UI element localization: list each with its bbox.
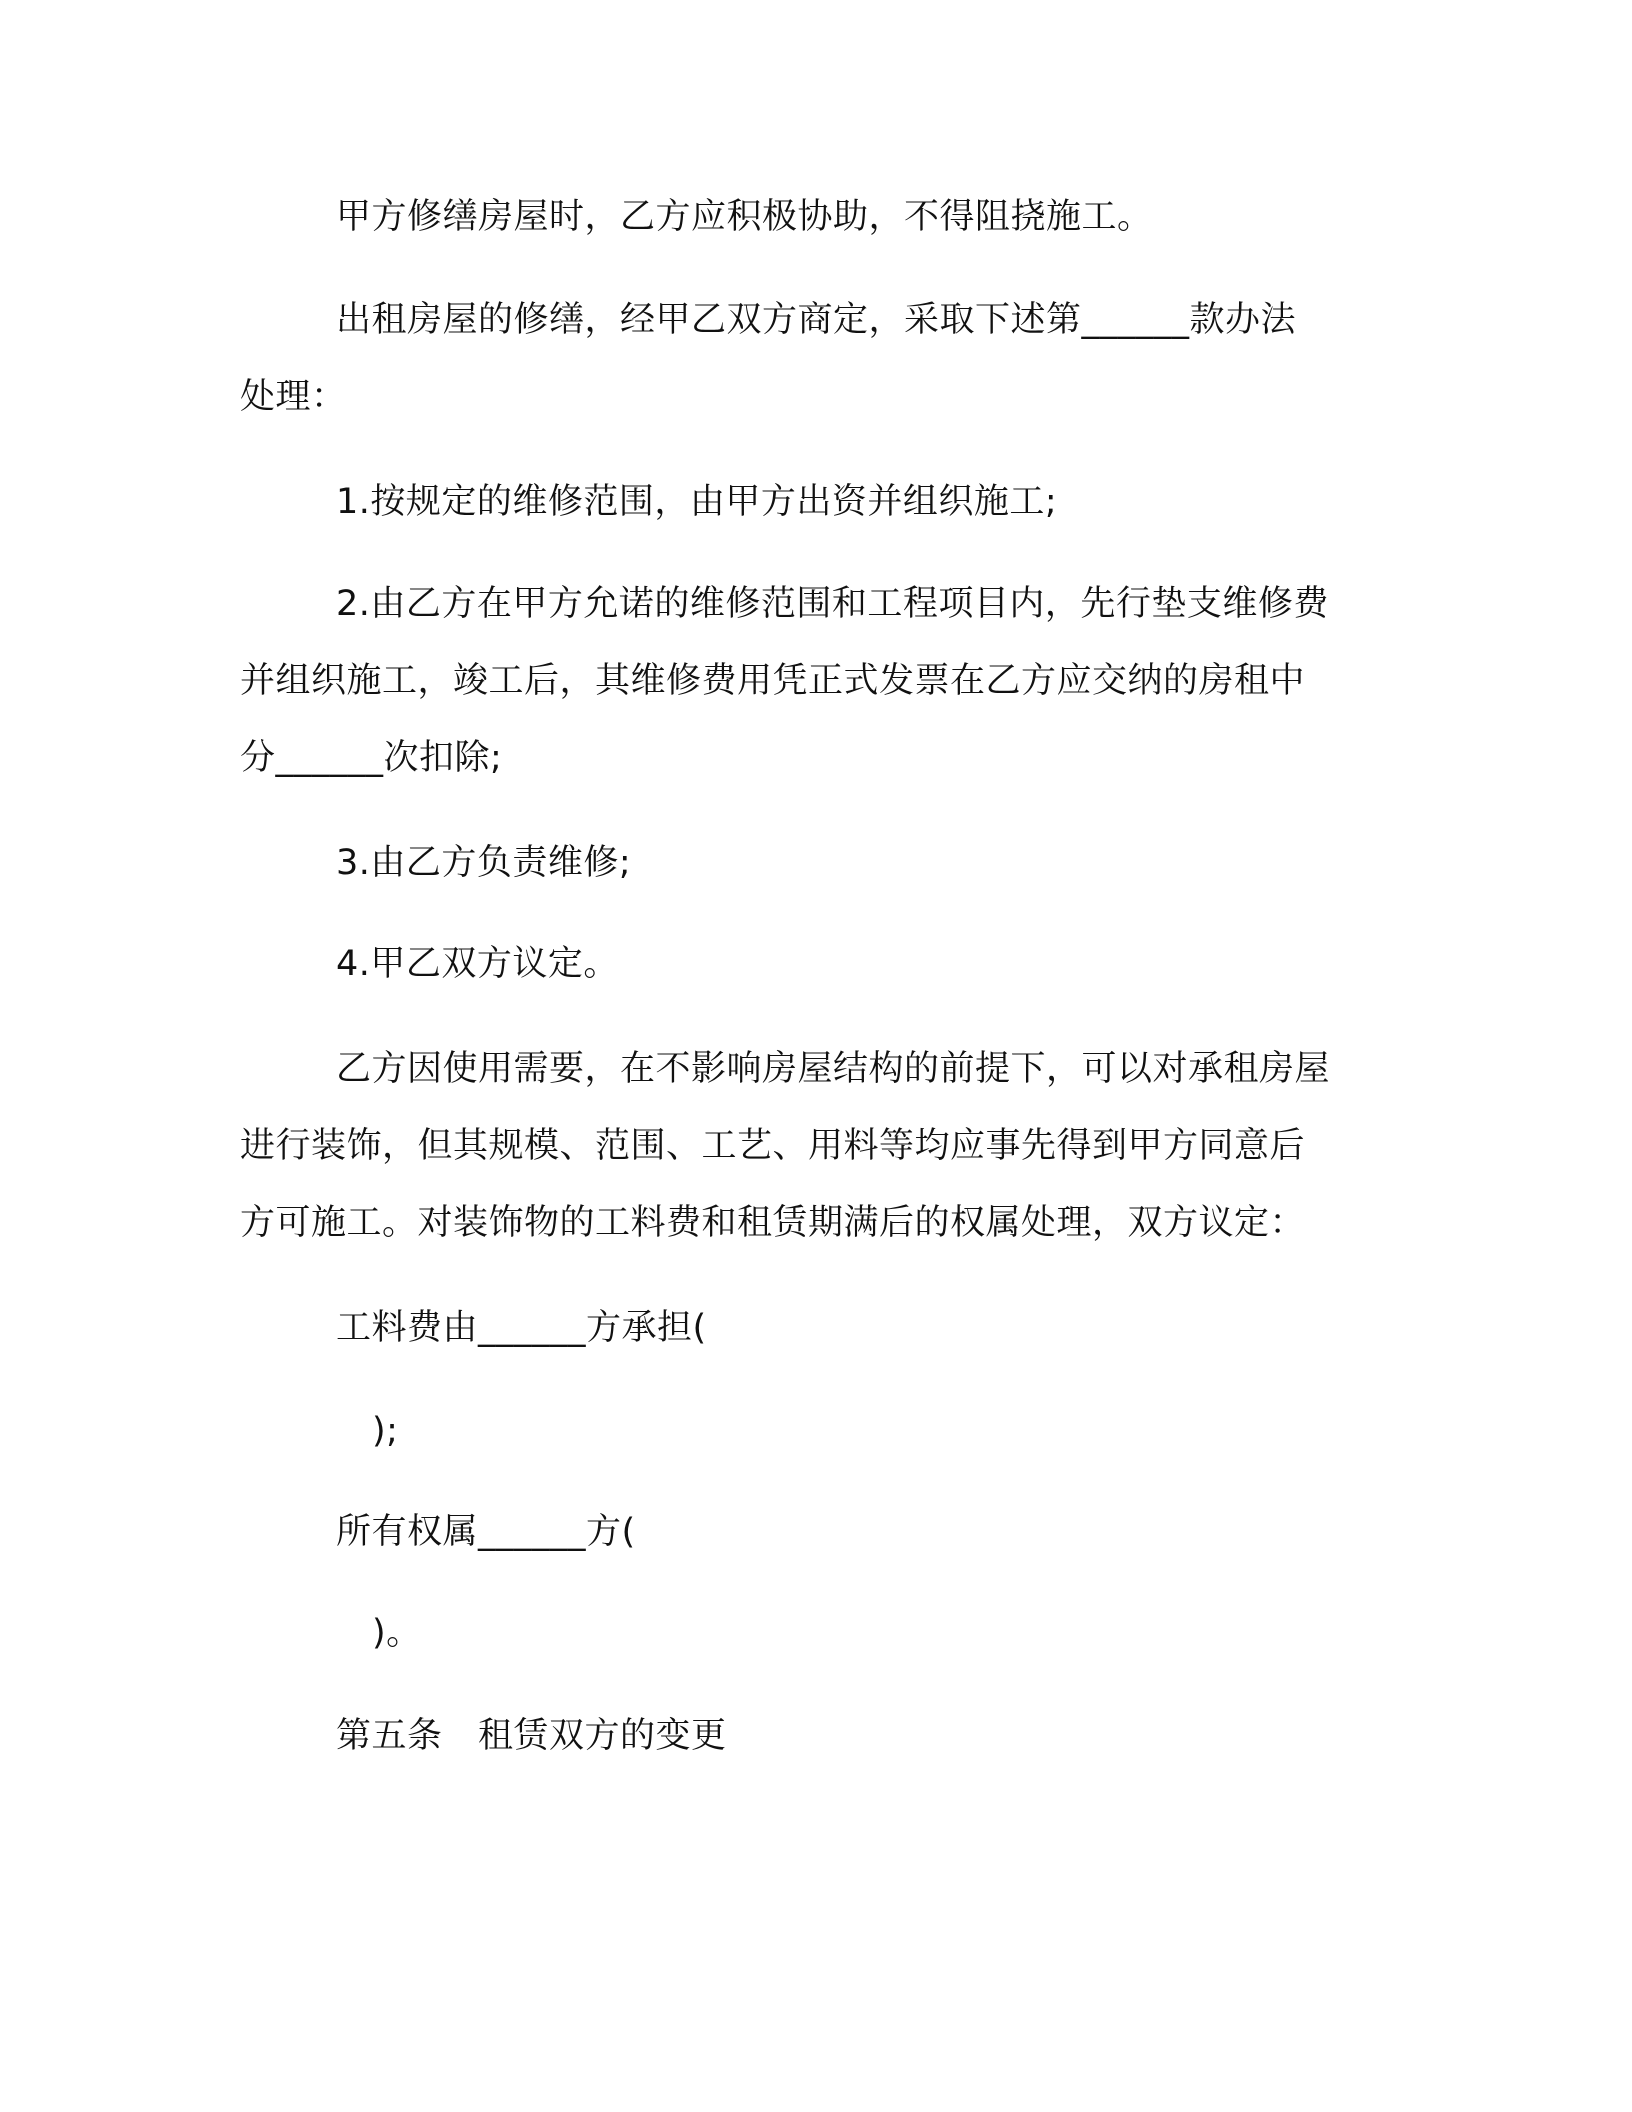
paragraph-decoration-line3: 方可施工。对装饰物的工料费和租赁期满后的权属处理，双方议定： (240, 1203, 1306, 1243)
paragraph-repair-method-line2: 处理： (240, 377, 347, 417)
list-item-2-line2: 并组织施工，竣工后，其维修费用凭正式发票在乙方应交纳的房租中 (240, 661, 1306, 701)
list-item-2-line3: 分______次扣除; (240, 738, 503, 778)
section-heading-article-5: 第五条 租赁双方的变更 (336, 1716, 727, 1756)
paragraph-decoration-line2: 进行装饰，但其规模、范围、工艺、用料等均应事先得到甲方同意后 (240, 1126, 1306, 1166)
list-item-1: 1.按规定的维修范围，由甲方出资并组织施工; (336, 482, 1058, 522)
paragraph-decoration-line1: 乙方因使用需要，在不影响房屋结构的前提下，可以对承租房屋 (336, 1049, 1331, 1089)
ownership-clause: 所有权属______方( (336, 1512, 636, 1552)
labor-cost-clause: 工料费由______方承担( (336, 1308, 707, 1348)
labor-cost-close: ); (372, 1411, 399, 1451)
ownership-close: )。 (372, 1613, 422, 1653)
list-item-2-line1: 2.由乙方在甲方允诺的维修范围和工程项目内，先行垫支维修费 (336, 584, 1329, 624)
paragraph-repair-cooperation: 甲方修缮房屋时，乙方应积极协助，不得阻挠施工。 (336, 197, 1153, 237)
list-item-4: 4.甲乙双方议定。 (336, 944, 619, 984)
list-item-3: 3.由乙方负责维修; (336, 843, 632, 883)
paragraph-repair-method-line1: 出租房屋的修缮，经甲乙双方商定，采取下述第______款办法 (336, 300, 1297, 340)
